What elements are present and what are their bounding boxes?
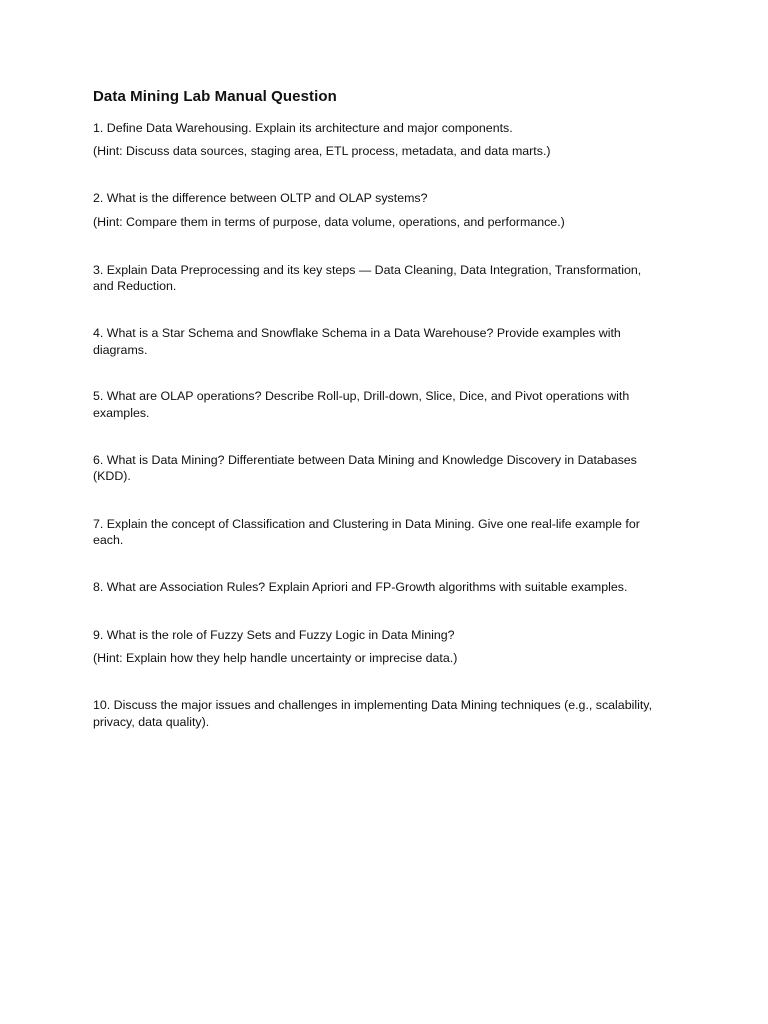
question-6-line-2: (KDD). [93,469,131,483]
question-9-text: 9. What is the role of Fuzzy Sets and Fuzzy Logic in Data Mining? [93,628,455,642]
question-1-hint: (Hint: Discuss data sources, staging area, ETL process, metadata, and data marts.) [93,144,551,158]
question-3-line-2: and Reduction. [93,279,177,293]
question-9-hint: (Hint: Explain how they help handle uncertainty or imprecise data.) [93,651,458,665]
question-2-hint: (Hint: Compare them in terms of purpose, data volume, operations, and performance.) [93,215,565,229]
question-8-text: 8. What are Association Rules? Explain Apriori and FP-Growth algorithms with suitable examples. [93,580,628,594]
question-3-line-1: 3. Explain Data Preprocessing and its key steps — Data Cleaning, Data Integration, Transformation, [93,263,642,277]
question-7-line-2: each. [93,533,124,547]
question-4-line-1: 4. What is a Star Schema and Snowflake Schema in a Data Warehouse? Provide examples with [93,326,621,340]
question-4-line-2: diagrams. [93,343,148,357]
question-1-text: 1. Define Data Warehousing. Explain its architecture and major components. [93,121,513,135]
page-title: Data Mining Lab Manual Question [93,88,337,105]
question-10-line-1: 10. Discuss the major issues and challenges in implementing Data Mining techniques (e.g., scalability, [93,698,653,712]
question-10-line-2: privacy, data quality). [93,715,210,729]
question-6-line-1: 6. What is Data Mining? Differentiate between Data Mining and Knowledge Discovery in Databases [93,453,637,467]
question-5-line-1: 5. What are OLAP operations? Describe Roll-up, Drill-down, Slice, Dice, and Pivot operations with [93,389,630,403]
question-7-line-1: 7. Explain the concept of Classification and Clustering in Data Mining. Give one real-life example for [93,517,640,531]
question-2-text: 2. What is the difference between OLTP and OLAP systems? [93,191,428,205]
question-5-line-2: examples. [93,406,150,420]
